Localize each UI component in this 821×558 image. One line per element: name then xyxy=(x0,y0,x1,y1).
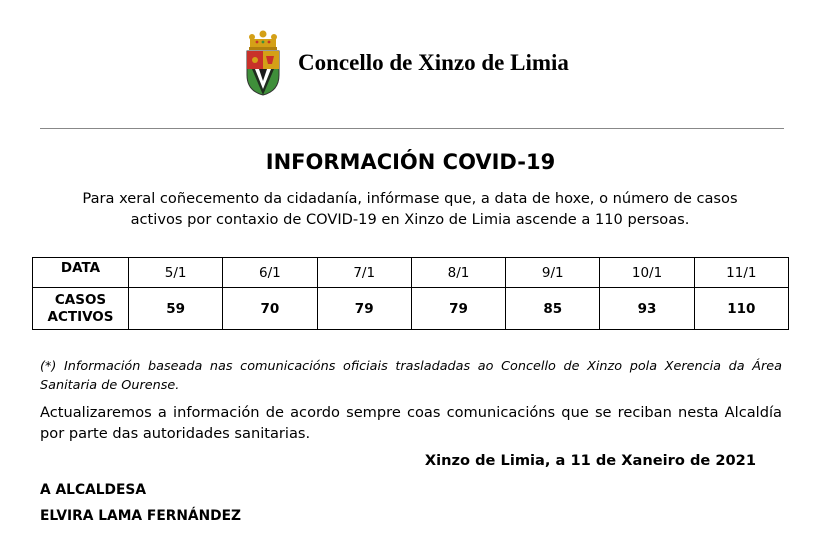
header-divider xyxy=(40,128,784,129)
cases-cell: 79 xyxy=(411,288,505,330)
date-cell: 11/1 xyxy=(694,258,788,288)
dates-row xyxy=(33,258,789,288)
signatory-role: A ALCALDESA xyxy=(40,482,147,498)
cases-header-line1: CASOS xyxy=(54,291,107,308)
date-cell: 5/1 xyxy=(129,258,223,288)
cases-header-line2: ACTIVOS xyxy=(47,308,114,325)
date-header-cell: DATA xyxy=(33,258,129,288)
date-cell: 10/1 xyxy=(600,258,694,288)
cases-cell: 93 xyxy=(600,288,694,330)
organization-name: Concello de Xinzo de Limia xyxy=(298,50,569,75)
update-paragraph: Actualizaremos a información de acordo sempre coas comunicacións que se reciban nesta Alcaldía por parte das autoridades sanitarias. xyxy=(40,404,782,442)
signatory-name: ELVIRA LAMA FERNÁNDEZ xyxy=(40,508,242,524)
document-header xyxy=(244,28,569,98)
cases-header-cell xyxy=(33,288,129,330)
cases-row xyxy=(33,288,789,330)
cases-cell: 70 xyxy=(223,288,317,330)
date-cell: 8/1 xyxy=(411,258,505,288)
place-and-date: Xinzo de Limia, a 11 de Xaneiro de 2021 xyxy=(424,452,756,469)
cases-cell: 59 xyxy=(129,288,223,330)
date-cell: 7/1 xyxy=(317,258,411,288)
source-note: (*) Información baseada nas comunicacións oficiais trasladadas ao Concello de Xinzo pola Xerencia da Área Sanitaria de Ourense. xyxy=(40,359,782,393)
date-cell: 9/1 xyxy=(506,258,600,288)
covid-cases-table xyxy=(32,257,789,330)
document-title: INFORMACIÓN COVID-19 xyxy=(265,150,556,174)
date-cell: 6/1 xyxy=(223,258,317,288)
cases-cell: 85 xyxy=(506,288,600,330)
coat-of-arms-icon xyxy=(244,29,282,97)
cases-cell: 79 xyxy=(317,288,411,330)
intro-paragraph: Para xeral coñecemento da cidadanía, infórmase que, a data de hoxe, o número de casos activos por contaxio de COVID-19 en Xinzo de Limia ascende a 110 persoas. xyxy=(82,190,738,228)
cases-cell: 110 xyxy=(694,288,788,330)
